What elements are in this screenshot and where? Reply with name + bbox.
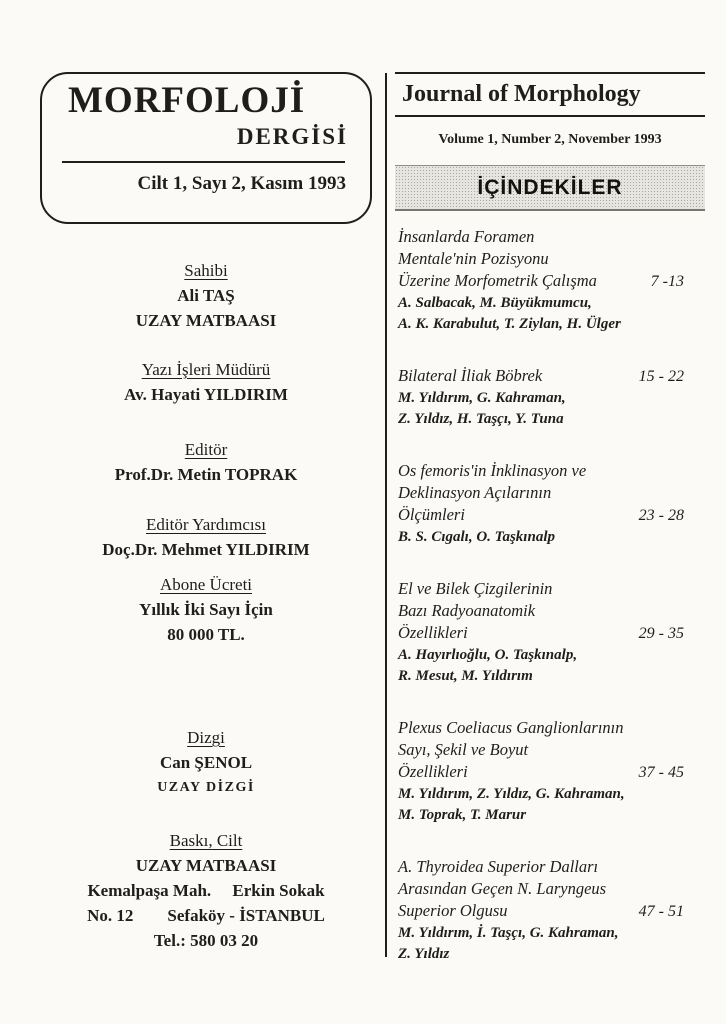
toc-title-line: Sayı, Şekil ve Boyut bbox=[398, 740, 529, 759]
toc-author-line: M. Yıldırım, G. Kahraman, bbox=[398, 390, 566, 406]
toc-author-line: A. K. Karabulut, T. Ziylan, H. Ülger bbox=[398, 316, 621, 332]
toc-author-line: M. Toprak, T. Marur bbox=[398, 807, 527, 823]
toc-author-line: B. S. Cıgalı, O. Taşkınalp bbox=[398, 529, 555, 545]
toc-title-line bbox=[398, 365, 688, 388]
credit-line: UZAY MATBAASI bbox=[135, 311, 277, 330]
toc-title-text: Özellikleri bbox=[398, 762, 468, 781]
toc-page-range: 15 - 22 bbox=[638, 368, 684, 385]
credit-label: Baskı, Cilt bbox=[169, 831, 243, 850]
toc-title-line: El ve Bilek Çizgilerinin bbox=[398, 579, 553, 598]
toc-entry bbox=[398, 578, 688, 687]
toc-page-range: 7 -13 bbox=[650, 273, 684, 290]
toc-entry bbox=[398, 365, 688, 430]
toc-title-line: Plexus Coeliacus Ganglionlarının bbox=[398, 718, 624, 737]
toc-title-text: Superior Olgusu bbox=[398, 901, 508, 920]
toc-title-text: Bilateral İliak Böbrek bbox=[398, 366, 543, 385]
credit-label: Abone Ücreti bbox=[159, 575, 253, 594]
credit-line: UZAY MATBAASI bbox=[135, 856, 277, 875]
toc-entry bbox=[398, 226, 688, 335]
credit-line: Kemalpaşa Mah. Erkin Sokak bbox=[87, 881, 325, 900]
toc-title-line: Os femoris'in İnklinasyon ve bbox=[398, 461, 587, 480]
table-of-contents bbox=[398, 226, 688, 995]
credit-line: Av. Hayati YILDIRIM bbox=[124, 385, 288, 404]
credits-column bbox=[40, 224, 372, 953]
credit-line: Doç.Dr. Mehmet YILDIRIM bbox=[102, 540, 310, 559]
toc-title-text: Ölçümleri bbox=[398, 505, 465, 524]
credit-line: Tel.: 580 03 20 bbox=[153, 931, 259, 950]
credit-line: 80 000 TL. bbox=[167, 625, 245, 644]
journal-subtitle-turkish: DERGİSİ bbox=[236, 124, 348, 149]
contents-heading: İÇİNDEKİLER bbox=[395, 165, 705, 211]
credit-line: Prof.Dr. Metin TOPRAK bbox=[114, 465, 298, 484]
credit-line: Ali TAŞ bbox=[177, 286, 235, 305]
credit-section bbox=[40, 258, 372, 333]
credit-line: Can ŞENOL bbox=[159, 753, 253, 772]
toc-author-line: R. Mesut, M. Yıldırım bbox=[398, 668, 533, 684]
toc-author-line: Z. Yıldız, H. Taşçı, Y. Tuna bbox=[398, 411, 564, 427]
column-divider bbox=[385, 73, 387, 957]
toc-title-line bbox=[398, 504, 688, 527]
masthead-box bbox=[40, 72, 372, 224]
toc-page-range: 23 - 28 bbox=[638, 507, 684, 524]
credit-section bbox=[40, 357, 372, 407]
credit-line: UZAY DİZGİ bbox=[157, 780, 255, 795]
toc-author-line: M. Yıldırım, İ. Taşçı, G. Kahraman, bbox=[398, 925, 619, 941]
toc-author-line: A. Salbacak, M. Büyükmumcu, bbox=[398, 295, 592, 311]
toc-title-line bbox=[398, 900, 688, 923]
masthead-rule bbox=[62, 161, 345, 163]
toc-author-line: A. Hayırlıoğlu, O. Taşkınalp, bbox=[398, 647, 578, 663]
credit-section bbox=[40, 725, 372, 800]
toc-title-text: Üzerine Morfometrik Çalışma bbox=[398, 271, 597, 290]
issue-info-turkish: Cilt 1, Sayı 2, Kasım 1993 bbox=[137, 173, 346, 194]
toc-entry bbox=[398, 856, 688, 965]
toc-page-range: 29 - 35 bbox=[638, 625, 684, 642]
toc-title-line: Bazı Radyoanatomik bbox=[398, 601, 536, 620]
toc-title-line bbox=[398, 622, 688, 645]
journal-title-turkish: MORFOLOJİ bbox=[68, 80, 306, 121]
credit-label: Editör Yardımcısı bbox=[146, 515, 266, 534]
journal-header bbox=[395, 72, 705, 211]
toc-title-line: Arasından Geçen N. Laryngeus bbox=[398, 879, 607, 898]
credit-section bbox=[40, 512, 372, 562]
issue-info-english: Volume 1, Number 2, November 1993 bbox=[438, 132, 662, 147]
credit-line: Yıllık İki Sayı İçin bbox=[139, 600, 273, 619]
header-rule-bottom bbox=[395, 115, 705, 117]
toc-title-line bbox=[398, 270, 688, 293]
toc-title-line: A. Thyroidea Superior Dalları bbox=[398, 857, 599, 876]
toc-entry bbox=[398, 717, 688, 826]
toc-author-line: Z. Yıldız bbox=[398, 946, 450, 962]
credit-section bbox=[40, 828, 372, 953]
toc-title-text: Özellikleri bbox=[398, 623, 468, 642]
toc-author-line: M. Yıldırım, Z. Yıldız, G. Kahraman, bbox=[398, 786, 625, 802]
toc-title-line: Mentale'nin Pozisyonu bbox=[398, 249, 549, 268]
credit-label: Sahibi bbox=[184, 261, 228, 280]
credit-line: No. 12 Sefaköy - İSTANBUL bbox=[87, 906, 325, 925]
toc-title-line: İnsanlarda Foramen bbox=[398, 227, 535, 246]
credit-label: Editör bbox=[184, 440, 228, 459]
credit-section bbox=[40, 437, 372, 487]
toc-page-range: 47 - 51 bbox=[638, 903, 684, 920]
credit-label: Yazı İşleri Müdürü bbox=[141, 360, 271, 379]
journal-title-english: Journal of Morphology bbox=[402, 81, 641, 107]
toc-page-range: 37 - 45 bbox=[638, 764, 684, 781]
toc-title-line: Deklinasyon Açılarının bbox=[398, 483, 552, 502]
toc-entry bbox=[398, 460, 688, 548]
credit-section bbox=[40, 572, 372, 647]
toc-title-line bbox=[398, 761, 688, 784]
credit-label: Dizgi bbox=[187, 728, 225, 747]
